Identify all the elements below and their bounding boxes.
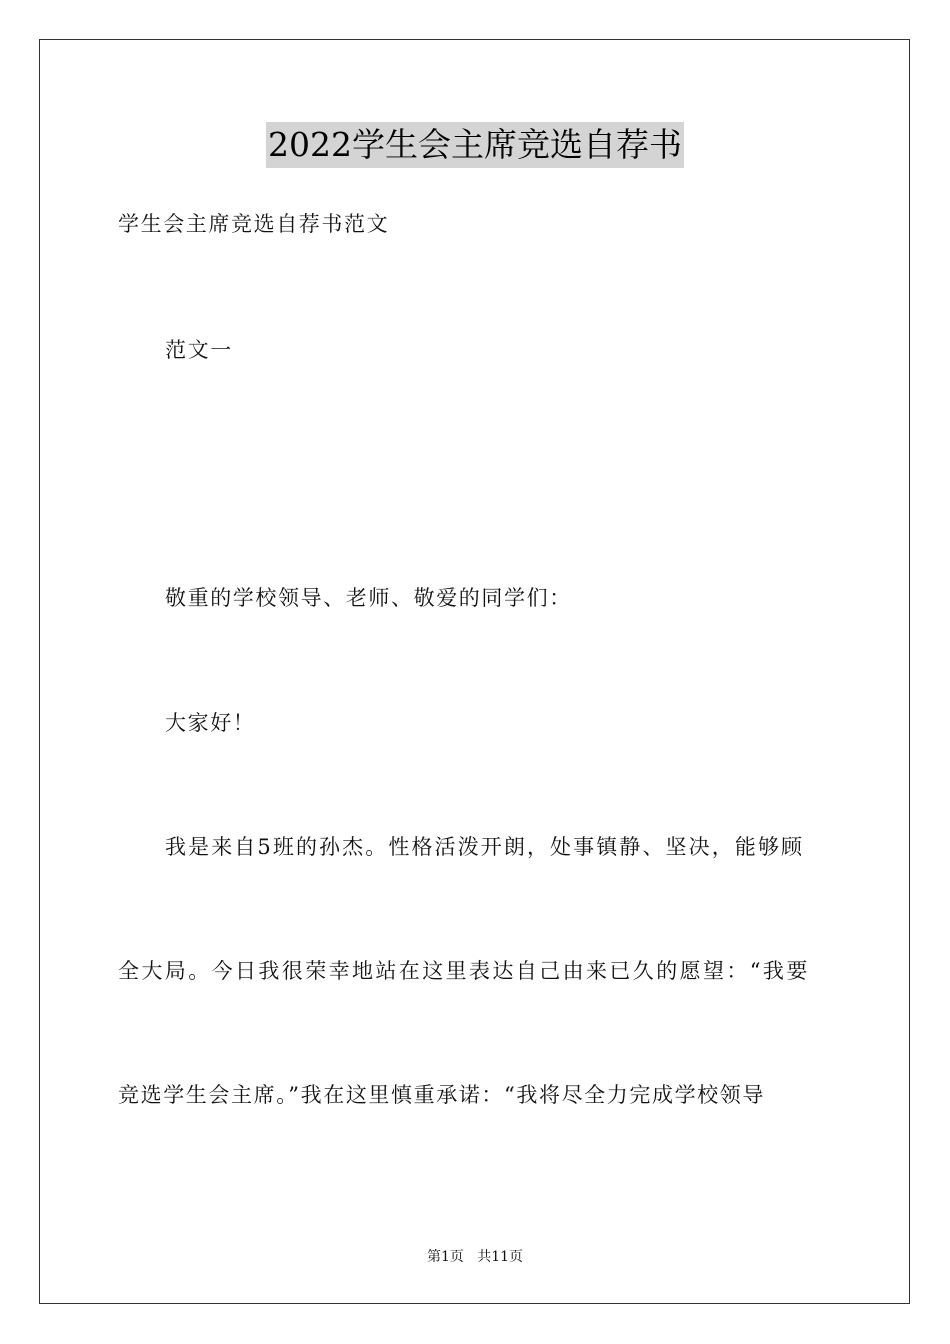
body-line-3: 竞选学生会主席。”我在这里慎重承诺：“我将尽全力完成学校领导 bbox=[118, 1083, 765, 1107]
title-container bbox=[0, 122, 950, 168]
hello-paragraph: 大家好！ bbox=[165, 711, 256, 735]
document-subtitle: 学生会主席竞选自荐书范文 bbox=[118, 212, 390, 236]
document-title: 2022学生会主席竞选自荐书 bbox=[266, 122, 684, 168]
body-line-2: 全大局。今日我很荣幸地站在这里表达自己由来已久的愿望：“我要 bbox=[118, 959, 810, 983]
section-heading: 范文一 bbox=[165, 338, 233, 362]
page-footer: 第1页 共11页 bbox=[426, 1249, 524, 1265]
body-line-1: 我是来自5班的孙杰。性格活泼开朗，处事镇静、坚决，能够顾 bbox=[165, 835, 805, 859]
greeting-paragraph: 敬重的学校领导、老师、敬爱的同学们： bbox=[165, 586, 572, 610]
